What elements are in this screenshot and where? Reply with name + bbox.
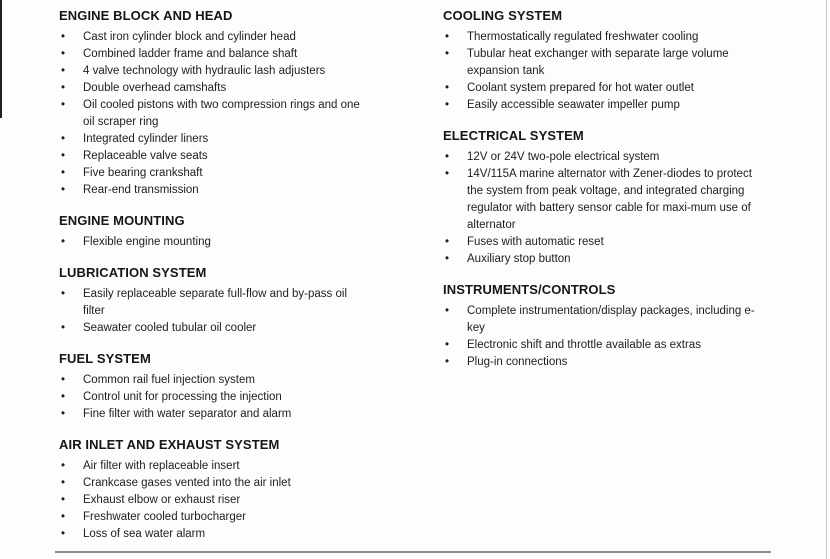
bullet-icon: •	[61, 288, 66, 300]
list-item	[59, 97, 371, 131]
list-item-text: Complete instrumentation/display packages, including e-key	[467, 305, 755, 334]
list-item	[443, 80, 769, 97]
list-item	[59, 46, 371, 63]
bullet-icon: •	[61, 477, 66, 489]
list-item	[59, 182, 371, 199]
list-item-text: Flexible engine mounting	[83, 236, 211, 248]
bullet-icon: •	[61, 31, 66, 43]
bullet-icon: •	[445, 168, 450, 180]
spec-list	[443, 303, 769, 371]
list-item-text: 12V or 24V two-pole electrical system	[467, 151, 660, 163]
list-item	[443, 46, 769, 80]
list-item-text: Easily replaceable separate full-flow and by-pass oil filter	[83, 288, 348, 317]
list-item-text: Cast iron cylinder block and cylinder head	[83, 31, 296, 43]
list-item-text: Control unit for processing the injection	[83, 391, 282, 403]
list-item	[443, 166, 769, 234]
bullet-icon: •	[61, 236, 66, 248]
list-item	[59, 509, 371, 526]
spec-list	[59, 286, 371, 337]
list-item-text: Auxiliary stop button	[467, 253, 571, 265]
spec-list	[59, 29, 371, 199]
spec-list	[59, 458, 371, 543]
list-item	[443, 251, 769, 268]
bullet-icon: •	[445, 99, 450, 111]
bullet-icon: •	[445, 356, 450, 368]
list-item	[59, 475, 371, 492]
list-item-text: Rear-end transmission	[83, 184, 199, 196]
list-item	[59, 286, 371, 320]
bullet-icon: •	[61, 82, 66, 94]
list-item-text: Crankcase gases vented into the air inlet	[83, 477, 291, 489]
bottom-divider-rule	[55, 551, 771, 553]
list-item	[443, 303, 769, 337]
spec-list	[443, 29, 769, 114]
section-heading: ELECTRICAL SYSTEM	[443, 128, 584, 143]
list-item	[443, 354, 769, 371]
spec-list	[59, 372, 371, 423]
list-item-text: Loss of sea water alarm	[83, 528, 206, 540]
list-item-text: Oil cooled pistons with two compression rings and one oil scraper ring	[83, 99, 360, 128]
column-1	[59, 7, 371, 556]
list-item	[443, 149, 769, 166]
list-item	[59, 492, 371, 509]
bullet-icon: •	[61, 511, 66, 523]
list-item-text: Fuses with automatic reset	[467, 236, 604, 248]
list-item-text: 14V/115A marine alternator with Zener-diodes to protect the system from peak voltage, and integrated charging regulator with battery sensor cable for maxi-mum use of alternator	[467, 168, 752, 231]
bullet-icon: •	[61, 528, 66, 540]
bullet-icon: •	[445, 48, 450, 60]
section-heading: ENGINE BLOCK AND HEAD	[59, 8, 233, 23]
list-item-text: Integrated cylinder liners	[83, 133, 209, 145]
list-item	[59, 63, 371, 80]
list-item	[59, 526, 371, 543]
spec-section	[59, 350, 371, 423]
bullet-icon: •	[445, 151, 450, 163]
left-edge-scan-line	[0, 0, 2, 118]
spec-section	[59, 436, 371, 543]
list-item	[443, 97, 769, 114]
list-item-text: Thermostatically regulated freshwater cooling	[467, 31, 699, 43]
section-heading: COOLING SYSTEM	[443, 8, 563, 23]
spec-section	[443, 127, 769, 268]
list-item-text: Seawater cooled tubular oil cooler	[83, 322, 257, 334]
section-heading: ENGINE MOUNTING	[59, 213, 185, 228]
list-item	[443, 29, 769, 46]
spec-section	[59, 264, 371, 337]
bullet-icon: •	[61, 494, 66, 506]
bullet-icon: •	[61, 460, 66, 472]
bullet-icon: •	[61, 65, 66, 77]
list-item	[59, 131, 371, 148]
spec-section	[443, 7, 769, 114]
list-item	[59, 234, 371, 251]
bullet-icon: •	[445, 31, 450, 43]
list-item-text: Five bearing crankshaft	[83, 167, 203, 179]
list-item-text: Plug-in connections	[467, 356, 568, 368]
bullet-icon: •	[61, 167, 66, 179]
list-item	[59, 406, 371, 423]
bullet-icon: •	[445, 339, 450, 351]
spec-section	[443, 281, 769, 371]
list-item-text: Common rail fuel injection system	[83, 374, 255, 386]
list-item-text: 4 valve technology with hydraulic lash adjusters	[83, 65, 326, 77]
spec-list	[443, 149, 769, 268]
section-heading: LUBRICATION SYSTEM	[59, 265, 207, 280]
list-item-text: Combined ladder frame and balance shaft	[83, 48, 298, 60]
bullet-icon: •	[445, 236, 450, 248]
list-item-text: Tubular heat exchanger with separate large volume expansion tank	[467, 48, 729, 77]
list-item	[59, 320, 371, 337]
list-item	[59, 372, 371, 389]
spec-section	[59, 212, 371, 251]
section-heading: INSTRUMENTS/CONTROLS	[443, 282, 616, 297]
bullet-icon: •	[61, 48, 66, 60]
bullet-icon: •	[445, 82, 450, 94]
list-item	[59, 80, 371, 97]
list-item	[59, 29, 371, 46]
list-item-text: Electronic shift and throttle available as extras	[467, 339, 701, 351]
list-item	[59, 148, 371, 165]
list-item-text: Air filter with replaceable insert	[83, 460, 240, 472]
right-edge-scan-line	[826, 0, 827, 559]
list-item-text: Replaceable valve seats	[83, 150, 208, 162]
list-item-text: Easily accessible seawater impeller pump	[467, 99, 680, 111]
section-heading: AIR INLET AND EXHAUST SYSTEM	[59, 437, 280, 452]
list-item	[443, 234, 769, 251]
list-item	[59, 458, 371, 475]
spec-list	[59, 234, 371, 251]
list-item-text: Fine filter with water separator and alarm	[83, 408, 292, 420]
spec-section	[59, 7, 371, 199]
column-2	[443, 7, 769, 384]
bullet-icon: •	[61, 184, 66, 196]
bullet-icon: •	[61, 150, 66, 162]
list-item-text: Coolant system prepared for hot water outlet	[467, 82, 694, 94]
bullet-icon: •	[61, 322, 66, 334]
bullet-icon: •	[61, 133, 66, 145]
bullet-icon: •	[445, 305, 450, 317]
list-item-text: Double overhead camshafts	[83, 82, 227, 94]
list-item-text: Freshwater cooled turbocharger	[83, 511, 246, 523]
section-heading: FUEL SYSTEM	[59, 351, 151, 366]
bullet-icon: •	[61, 391, 66, 403]
bullet-icon: •	[61, 374, 66, 386]
list-item	[59, 165, 371, 182]
list-item-text: Exhaust elbow or exhaust riser	[83, 494, 241, 506]
bullet-icon: •	[61, 99, 66, 111]
list-item	[443, 337, 769, 354]
bullet-icon: •	[445, 253, 450, 265]
bullet-icon: •	[61, 408, 66, 420]
list-item	[59, 389, 371, 406]
